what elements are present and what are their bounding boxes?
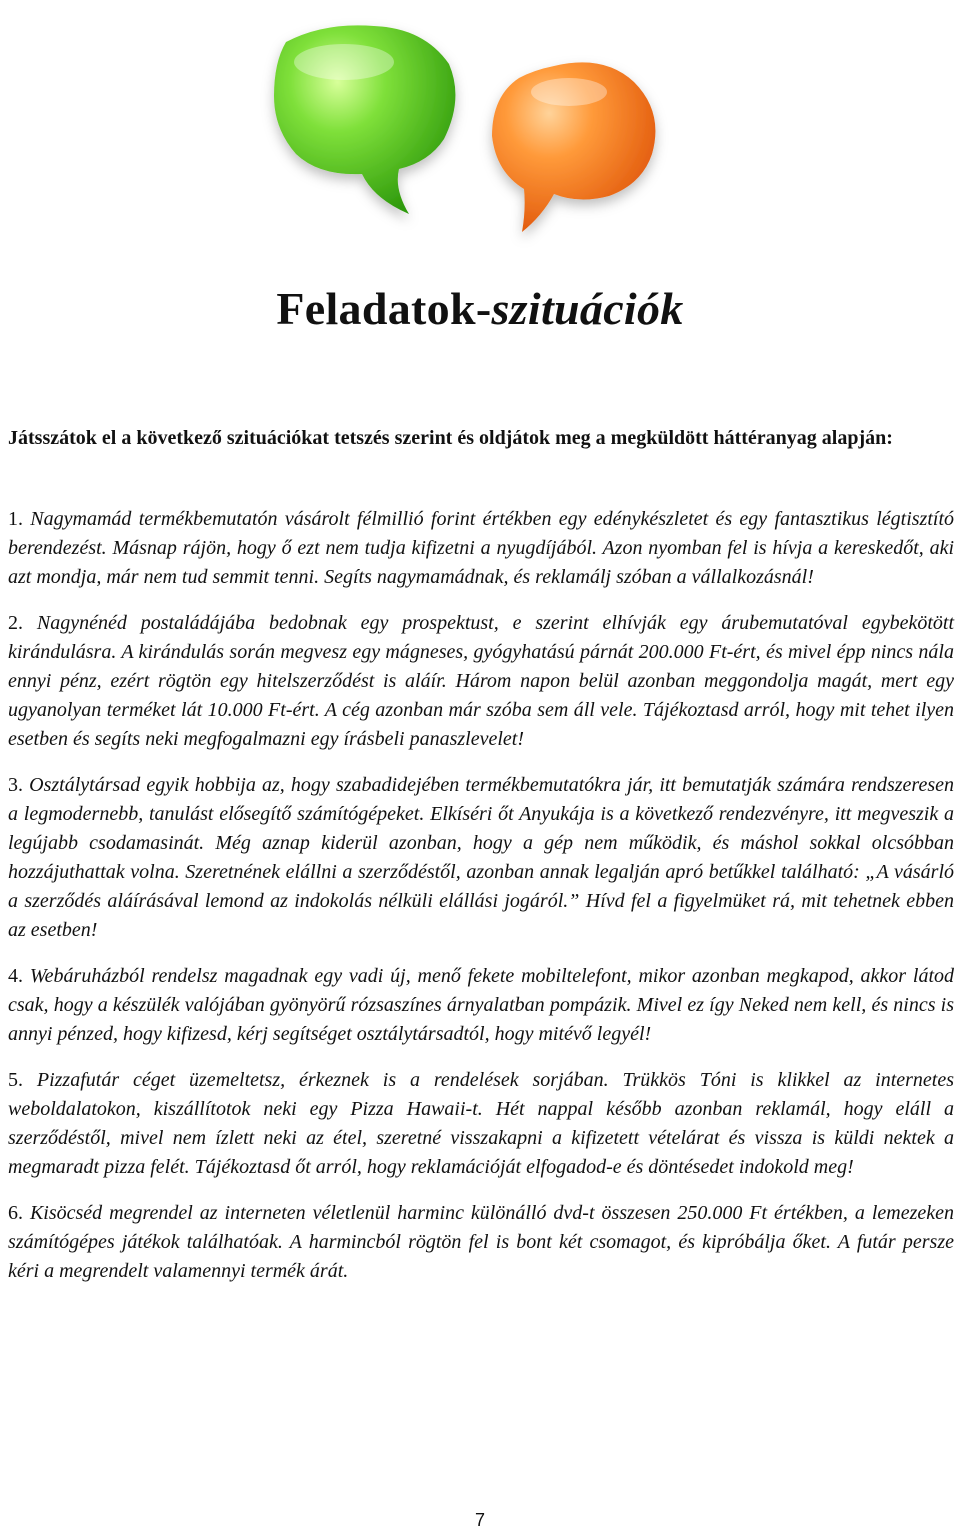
task-number: 3. — [8, 774, 23, 796]
green-speech-bubble-icon — [274, 25, 455, 214]
page-number: 7 — [474, 1510, 485, 1530]
task-item — [8, 1199, 954, 1286]
task-list — [8, 505, 954, 1303]
task-item — [8, 505, 954, 592]
task-item — [8, 771, 954, 945]
speech-bubbles-logo — [224, 4, 744, 254]
task-number: 6. — [8, 1202, 23, 1224]
task-text: Kisöcséd megrendel az interneten véletlenül harminc különálló dvd-t összesen 250.000 Ft értékben, a lemezeken számítógépes játékok találhatóak. A harmincból rögtön fel is bont két csomagot, és kipróbálja őket. A futár persze kéri a megrendelt valamennyi termék árát. — [8, 1202, 955, 1282]
task-text: Pizzafutár céget üzemeltetsz, érkeznek is a rendelések sorjában. Trükkös Tóni is klikkel az internetes weboldalatokon, kiszállítotok neki egy Pizza Hawaii-t. Hét nappal később azonban reklamál, hogy eláll a szerződéstől, mivel nem ízlett neki az étel, szeretné visszakapni a kifizetett vételárat és vissza is küldi nektek a megmaradt pizza felét. Tájékoztasd őt arról, hogy reklamációját elfogadod-e és döntésedet indokold meg! — [8, 1069, 955, 1178]
task-number: 1. — [8, 508, 23, 530]
task-item — [8, 1066, 954, 1182]
task-text: Nagynénéd postaládájába bedobnak egy prospektust, e szerint elhívják egy árubemutatóval egybekötött kirándulásra. A kirándulás során megvesz egy mágneses, gyógyhatású párnát 200.000 Ft-ért, és mivel épp nincs nála ennyi pénz, ezért rögtön egy hitelszerződést is aláír. Három napon belül azonban meggondolja magát, mert egy ugyanolyan terméket lát 10.000 Ft-ért. A cég azonban már szóba sem áll vele. Tájékoztasd arról, hogy mit tehet ilyen esetben és segíts neki megfogalmazni egy írásbeli panaszlevelet! — [8, 612, 955, 750]
orange-speech-bubble-icon — [492, 62, 655, 232]
task-number: 2. — [8, 612, 23, 634]
task-item — [8, 962, 954, 1049]
page-title: Feladatok-szituációk — [276, 283, 684, 334]
task-number: 4. — [8, 965, 23, 987]
task-text: Nagymamád termékbemutatón vásárolt félmillió forint értékben egy edénykészletet és egy fantasztikus légtisztító berendezést. Másnap rájön, hogy ő ezt nem tudja kifizetni a nyugdíjából. Azon nyomban fel is hívja a kereskedőt, aki azt mondja, már nem tud semmit tenni. Segíts nagymamádnak, és reklamálj szóban a vállalkozásnál! — [8, 508, 954, 588]
intro-text: Játsszátok el a következő szituációkat tetszés szerint és oldjátok meg a megküldött háttéranyag alapján: — [8, 427, 893, 449]
task-item — [8, 609, 954, 754]
task-text: Osztálytársad egyik hobbija az, hogy szabadidejében termékbemutatókra jár, itt bemutatják számára rendszeresen a legmodernebb, tanulást elősegítő számítógépeket. Elkíséri őt Anyukája is a következő rendezvényre, itt megveszik a legújabb csodamasinát. Még aznap kiderül azonban, hogy a gép nem működik, és máshol sokkal olcsóbban hozzájuthattak volna. Szeretnének elállni a szerződéstől, azonban annak legalján apró betűkkel található: „A vásárló a szerződés aláírásával lemond az indokolás nélküli elállási jogáról.” Hívd fel a figyelmüket rá, mit tehetnek ebben az esetben! — [8, 774, 955, 941]
task-text: Webáruházból rendelsz magadnak egy vadi új, menő fekete mobiltelefont, mikor azonban megkapod, akkor látod csak, hogy a készülék valójában gyönyörű rózsaszínes árnyalatban pompázik. Mivel ez így Neked nem kell, és nincs is annyi pénzed, hogy kifizesd, kérj segítséget osztálytársadtól, hogy mitévő legyél! — [8, 965, 955, 1045]
task-number: 5. — [8, 1069, 23, 1091]
